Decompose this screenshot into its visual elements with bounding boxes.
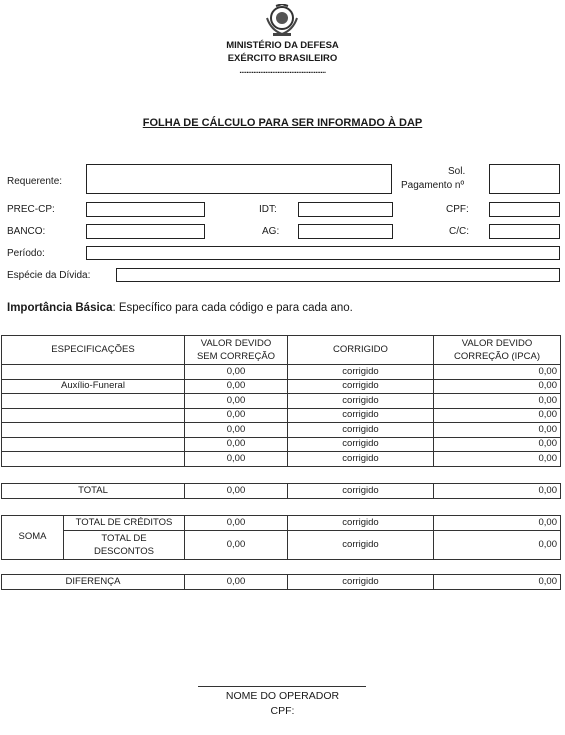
row-valor-devido[interactable]: 0,00 bbox=[185, 423, 288, 438]
total-row bbox=[2, 484, 561, 499]
row-especificacao bbox=[2, 394, 185, 409]
especie-field[interactable] bbox=[116, 268, 560, 282]
row-correcao-ipca[interactable]: 0,00 bbox=[434, 365, 561, 380]
row-corrigido[interactable]: corrigido bbox=[288, 408, 434, 423]
diferenca-row bbox=[2, 575, 561, 590]
row-especificacao: Auxílio-Funeral bbox=[2, 379, 185, 394]
soma-label: SOMA bbox=[2, 516, 64, 560]
diferenca-ipca[interactable]: 0,00 bbox=[434, 575, 561, 590]
creditos-valor[interactable]: 0,00 bbox=[185, 516, 288, 531]
row-especificacao bbox=[2, 452, 185, 467]
row-especificacao bbox=[2, 408, 185, 423]
descontos-ipca[interactable]: 0,00 bbox=[434, 530, 561, 559]
table-row bbox=[2, 437, 561, 452]
row-correcao-ipca[interactable]: 0,00 bbox=[434, 452, 561, 467]
prec-cp-label: PREC-CP: bbox=[7, 204, 55, 215]
requerente-label: Requerente: bbox=[7, 176, 63, 187]
banco-label: BANCO: bbox=[7, 226, 46, 237]
row-valor-devido[interactable]: 0,00 bbox=[185, 394, 288, 409]
importancia-basica-note bbox=[7, 302, 353, 314]
table-row bbox=[2, 452, 561, 467]
importancia-rest: : Específico para cada código e para cada ano. bbox=[112, 302, 353, 314]
main-table bbox=[1, 335, 561, 467]
table-row bbox=[2, 408, 561, 423]
dotted-line: .................................................. bbox=[239, 66, 326, 75]
sol-pagamento-field[interactable] bbox=[489, 164, 560, 194]
cc-field[interactable] bbox=[489, 224, 560, 239]
page-title: FOLHA DE CÁLCULO PARA SER INFORMADO À DAP bbox=[142, 117, 423, 129]
diferenca-valor[interactable]: 0,00 bbox=[185, 575, 288, 590]
diferenca-corrigido[interactable]: corrigido bbox=[288, 575, 434, 590]
importancia-bold: Importância Básica bbox=[7, 302, 113, 314]
total-label: TOTAL bbox=[2, 484, 185, 499]
creditos-row bbox=[2, 516, 561, 531]
creditos-corrigido[interactable]: corrigido bbox=[288, 516, 434, 531]
row-valor-devido[interactable]: 0,00 bbox=[185, 408, 288, 423]
ag-label: AG: bbox=[262, 226, 280, 237]
row-valor-devido[interactable]: 0,00 bbox=[185, 437, 288, 452]
total-corrigido[interactable]: corrigido bbox=[288, 484, 434, 499]
ag-field[interactable] bbox=[298, 224, 393, 239]
row-especificacao bbox=[2, 365, 185, 380]
descontos-valor[interactable]: 0,00 bbox=[185, 530, 288, 559]
row-corrigido[interactable]: corrigido bbox=[288, 379, 434, 394]
periodo-field[interactable] bbox=[86, 246, 560, 260]
row-valor-devido[interactable]: 0,00 bbox=[185, 365, 288, 380]
cc-label: C/C: bbox=[449, 226, 469, 237]
descontos-corrigido[interactable]: corrigido bbox=[288, 530, 434, 559]
row-corrigido[interactable]: corrigido bbox=[288, 437, 434, 452]
header-valor-devido: VALOR DEVIDO SEM CORREÇÃO bbox=[185, 336, 288, 365]
total-table bbox=[1, 483, 561, 499]
row-correcao-ipca[interactable]: 0,00 bbox=[434, 394, 561, 409]
row-correcao-ipca[interactable]: 0,00 bbox=[434, 423, 561, 438]
row-especificacao bbox=[2, 437, 185, 452]
descontos-label: TOTAL DE DESCONTOS bbox=[64, 530, 185, 559]
row-especificacao bbox=[2, 423, 185, 438]
sol-label: Sol. bbox=[448, 166, 466, 177]
row-correcao-ipca[interactable]: 0,00 bbox=[434, 437, 561, 452]
total-valor[interactable]: 0,00 bbox=[185, 484, 288, 499]
row-corrigido[interactable]: corrigido bbox=[288, 423, 434, 438]
banco-field[interactable] bbox=[86, 224, 205, 239]
diferenca-label: DIFERENÇA bbox=[2, 575, 185, 590]
creditos-label: TOTAL DE CRÉDITOS bbox=[64, 516, 185, 531]
coat-of-arms-icon bbox=[263, 4, 301, 38]
pagamento-label: Pagamento nº bbox=[401, 180, 465, 191]
requerente-field[interactable] bbox=[86, 164, 392, 194]
row-corrigido[interactable]: corrigido bbox=[288, 365, 434, 380]
soma-table bbox=[1, 515, 561, 560]
row-corrigido[interactable]: corrigido bbox=[288, 394, 434, 409]
creditos-ipca[interactable]: 0,00 bbox=[434, 516, 561, 531]
header-especificacoes: ESPECIFICAÇÕES bbox=[2, 336, 185, 365]
header-correcao-ipca: VALOR DEVIDO CORREÇÃO (IPCA) bbox=[434, 336, 561, 365]
table-row bbox=[2, 379, 561, 394]
idt-field[interactable] bbox=[298, 202, 393, 217]
periodo-label: Período: bbox=[7, 248, 45, 259]
row-valor-devido[interactable]: 0,00 bbox=[185, 379, 288, 394]
table-row bbox=[2, 394, 561, 409]
especie-label: Espécie da Dívida: bbox=[7, 270, 91, 281]
ministry-name: MINISTÉRIO DA DEFESA bbox=[226, 40, 339, 51]
header-corrigido: CORRIGIDO bbox=[288, 336, 434, 365]
cpf-field[interactable] bbox=[489, 202, 560, 217]
row-corrigido[interactable]: corrigido bbox=[288, 452, 434, 467]
row-correcao-ipca[interactable]: 0,00 bbox=[434, 379, 561, 394]
army-name: EXÉRCITO BRASILEIRO bbox=[227, 53, 338, 64]
operador-cpf-label: CPF: bbox=[270, 705, 295, 717]
signature-line bbox=[198, 686, 366, 687]
cpf-label: CPF: bbox=[446, 204, 469, 215]
diferenca-table bbox=[1, 574, 561, 590]
prec-cp-field[interactable] bbox=[86, 202, 205, 217]
total-ipca[interactable]: 0,00 bbox=[434, 484, 561, 499]
idt-label: IDT: bbox=[259, 204, 277, 215]
descontos-row bbox=[2, 530, 561, 559]
operador-label: NOME DO OPERADOR bbox=[225, 690, 340, 702]
row-correcao-ipca[interactable]: 0,00 bbox=[434, 408, 561, 423]
row-valor-devido[interactable]: 0,00 bbox=[185, 452, 288, 467]
table-row bbox=[2, 423, 561, 438]
table-row bbox=[2, 365, 561, 380]
